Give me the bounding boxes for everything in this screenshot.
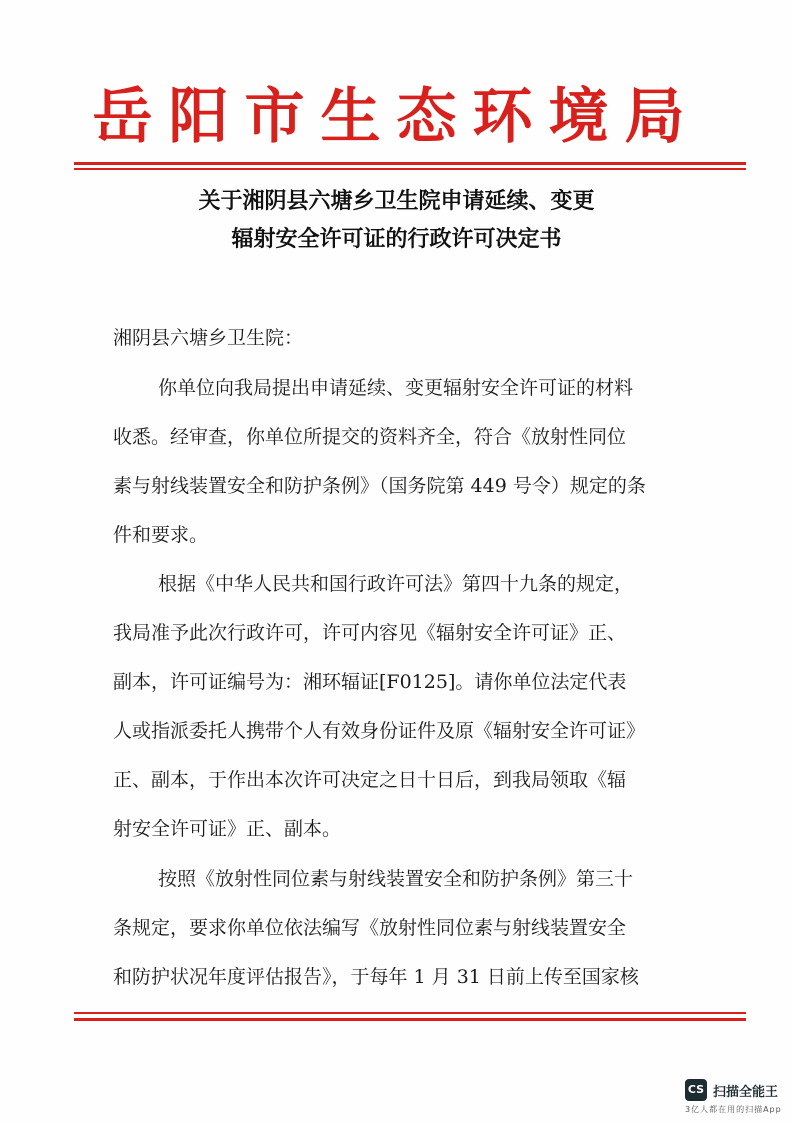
scanner-watermark (673, 1079, 783, 1119)
body-line: 素与射线装置安全和防护条例》（国务院第 449 号令）规定的条 (113, 475, 646, 497)
letterhead-rule-thin (74, 168, 746, 170)
body-line: 射安全许可证》正、副本。 (113, 818, 342, 840)
body-line: 和防护状况年度评估报告》，于每年 1 月 31 日前上传至国家核 (113, 966, 639, 988)
letterhead-rule-thick (74, 162, 746, 165)
footer-rule-thin (74, 1012, 746, 1014)
agency-letterhead: 岳阳市生态环境局 (92, 82, 701, 152)
document-title-line-2: 辐射安全许可证的行政许可决定书 (231, 227, 562, 252)
body-line: 收悉。经审查，你单位所提交的资料齐全，符合《放射性同位 (113, 426, 627, 448)
camscanner-logo-icon: CS (685, 1079, 707, 1101)
body-line: 副本，许可证编号为：湘环辐证[F0125]。请你单位法定代表 (113, 671, 627, 693)
body-line: 件和要求。 (113, 524, 209, 546)
body-line: 根据《中华人民共和国行政许可法》第四十九条的规定， (158, 573, 634, 595)
footer-rule-thick (74, 1018, 746, 1021)
body-line: 按照《放射性同位素与射线装置安全和防护条例》第三十 (158, 868, 634, 890)
body-line: 正、副本，于作出本次许可决定之日十日后，到我局领取《辐 (113, 769, 627, 791)
document-title-line-1: 关于湘阴县六塘乡卫生院申请延续、变更 (198, 189, 595, 214)
body-line: 条规定，要求你单位依法编写《放射性同位素与射线装置安全 (113, 917, 627, 939)
scanner-app-name: 扫描全能王 (713, 1085, 779, 1100)
salutation: 湘阴县六塘乡卫生院： (113, 327, 304, 349)
body-line: 你单位向我局提出申请延续、变更辐射安全许可证的材料 (158, 377, 634, 399)
body-line: 我局准予此次行政许可，许可内容见《辐射安全许可证》正、 (113, 622, 627, 644)
body-line: 人或指派委托人携带个人有效身份证件及原《辐射安全许可证》 (113, 720, 646, 742)
scanner-tagline: 3亿人都在用的扫描App (685, 1105, 782, 1114)
